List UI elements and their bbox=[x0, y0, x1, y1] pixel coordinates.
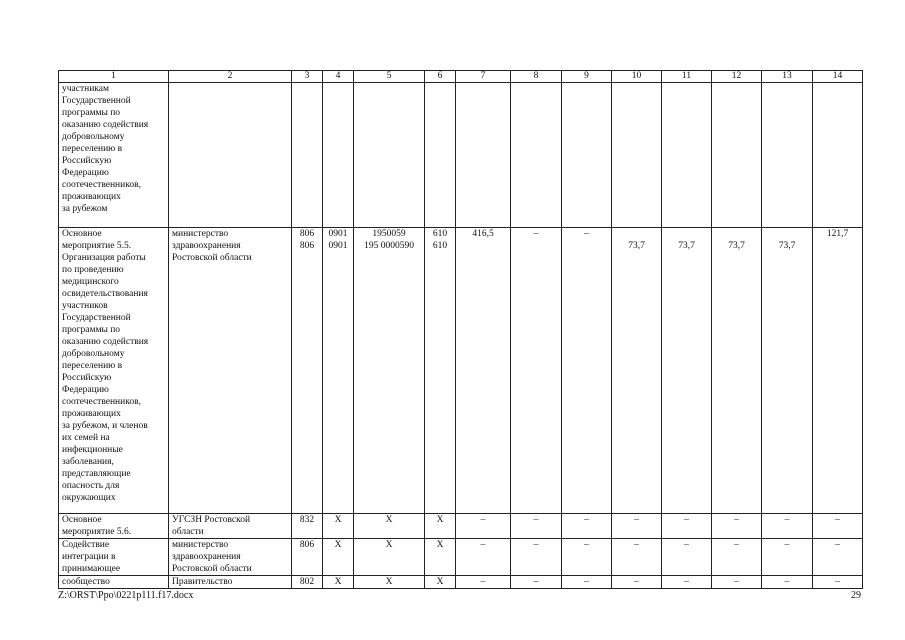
csr-cell: Х bbox=[354, 539, 425, 576]
executor-cell: министерство здравоохранения Ростовской области bbox=[169, 539, 292, 576]
total-value: 416,5 bbox=[472, 229, 494, 239]
page-number: 29 bbox=[851, 590, 861, 601]
year-cell: – bbox=[662, 539, 712, 576]
header-cell: 10 bbox=[612, 71, 662, 83]
vr-cell: Х bbox=[425, 514, 456, 539]
grbs-cell bbox=[292, 228, 323, 514]
year-value: – bbox=[584, 229, 589, 239]
year-cell: – bbox=[511, 514, 562, 539]
year-cell: – bbox=[612, 514, 662, 539]
year-cell: – bbox=[813, 576, 863, 589]
rzpr-cell: Х bbox=[323, 514, 354, 539]
activity-name-cell: Содействие интеграции в принимающее bbox=[59, 539, 169, 576]
csr-cell bbox=[354, 228, 425, 514]
table-row bbox=[59, 576, 863, 589]
header-cell: 5 bbox=[354, 71, 425, 83]
table-header-row bbox=[59, 71, 863, 83]
year-cell: – bbox=[762, 576, 813, 589]
csr-cell: Х bbox=[354, 576, 425, 589]
total-cell bbox=[456, 228, 511, 514]
total-cell: – bbox=[456, 514, 511, 539]
year-cell: – bbox=[712, 576, 762, 589]
grbs-value: 806 bbox=[299, 241, 315, 251]
total-cell: – bbox=[456, 576, 511, 589]
table-row bbox=[59, 83, 863, 228]
rzpr-value: 0901 bbox=[328, 241, 348, 251]
year-cell: – bbox=[511, 539, 562, 576]
activity-name-cell: Основное мероприятие 5.5. Организация работы по проведению медицинского освидетельствования участников Государственной программы по оказанию содействия добровольному переселению в Российскую Федерацию соотечественников, проживающих за рубежом, и членов их семей на инфекционные заболевания, представляющие опасность для окружающих bbox=[59, 228, 169, 514]
csr-value: 195 0000590 bbox=[364, 241, 414, 251]
header-cell: 7 bbox=[456, 71, 511, 83]
year-cell: – bbox=[562, 514, 612, 539]
executor-cell: министерство здравоохранения Ростовской области bbox=[169, 228, 292, 514]
activity-name-cell: участникам Государственной программы по оказанию содействия добровольному переселению в Российскую Федерацию соотечественников, проживающих за рубежом bbox=[59, 83, 169, 228]
grbs-cell: 806 bbox=[292, 539, 323, 576]
header-cell: 11 bbox=[662, 71, 712, 83]
grbs-cell: 802 bbox=[292, 576, 323, 589]
program-table bbox=[58, 70, 863, 589]
vr-value: 610 bbox=[432, 241, 448, 251]
grbs-value: 806 bbox=[299, 229, 315, 239]
year-cell bbox=[511, 228, 562, 514]
year-cell: – bbox=[813, 539, 863, 576]
year-cell: – bbox=[612, 576, 662, 589]
year-cell: – bbox=[562, 576, 612, 589]
year-cell: – bbox=[612, 539, 662, 576]
table-row bbox=[59, 228, 863, 514]
year-cell: – bbox=[762, 514, 813, 539]
year-cell: – bbox=[511, 576, 562, 589]
executor-cell: Правительство bbox=[169, 576, 292, 589]
csr-value: 1950059 bbox=[372, 229, 406, 239]
year-value: 73,7 bbox=[728, 241, 745, 251]
header-cell: 13 bbox=[762, 71, 813, 83]
year-cell bbox=[813, 228, 863, 514]
table-row bbox=[59, 539, 863, 576]
year-cell: – bbox=[562, 539, 612, 576]
total-cell: – bbox=[456, 539, 511, 576]
year-value: 73,7 bbox=[778, 241, 796, 251]
vr-cell: Х bbox=[425, 539, 456, 576]
year-cell bbox=[562, 228, 612, 514]
vr-cell bbox=[425, 228, 456, 514]
year-cell bbox=[762, 228, 813, 514]
year-value: 73,7 bbox=[678, 241, 695, 251]
header-cell: 3 bbox=[292, 71, 323, 83]
year-cell: – bbox=[662, 576, 712, 589]
file-path-footer: Z:\ORST\Ppo\0221p111.f17.docx bbox=[58, 590, 194, 601]
activity-name-cell: Основное мероприятие 5.6. bbox=[59, 514, 169, 539]
year-cell: – bbox=[813, 514, 863, 539]
header-cell: 4 bbox=[323, 71, 354, 83]
header-cell: 1 bbox=[59, 71, 169, 83]
header-cell: 8 bbox=[511, 71, 562, 83]
year-cell: – bbox=[662, 514, 712, 539]
executor-cell: УГСЗН Ростовской области bbox=[169, 514, 292, 539]
year-cell: – bbox=[762, 539, 813, 576]
year-cell bbox=[712, 228, 762, 514]
vr-value: 610 bbox=[432, 229, 448, 239]
year-value: 73,7 bbox=[628, 241, 645, 251]
rzpr-value: 0901 bbox=[328, 229, 348, 239]
table-row bbox=[59, 514, 863, 539]
year-value: – bbox=[533, 229, 539, 239]
year-cell: – bbox=[712, 539, 762, 576]
rzpr-cell: Х bbox=[323, 576, 354, 589]
activity-name-cell: сообщество bbox=[59, 576, 169, 589]
header-cell: 12 bbox=[712, 71, 762, 83]
header-cell: 2 bbox=[169, 71, 292, 83]
year-cell bbox=[662, 228, 712, 514]
header-cell: 14 bbox=[813, 71, 863, 83]
rzpr-cell bbox=[323, 228, 354, 514]
year-value: 121,7 bbox=[826, 229, 849, 239]
header-cell: 6 bbox=[425, 71, 456, 83]
year-cell bbox=[612, 228, 662, 514]
header-cell: 9 bbox=[562, 71, 612, 83]
rzpr-cell: Х bbox=[323, 539, 354, 576]
vr-cell: Х bbox=[425, 576, 456, 589]
year-cell: – bbox=[712, 514, 762, 539]
csr-cell: Х bbox=[354, 514, 425, 539]
grbs-cell: 832 bbox=[292, 514, 323, 539]
